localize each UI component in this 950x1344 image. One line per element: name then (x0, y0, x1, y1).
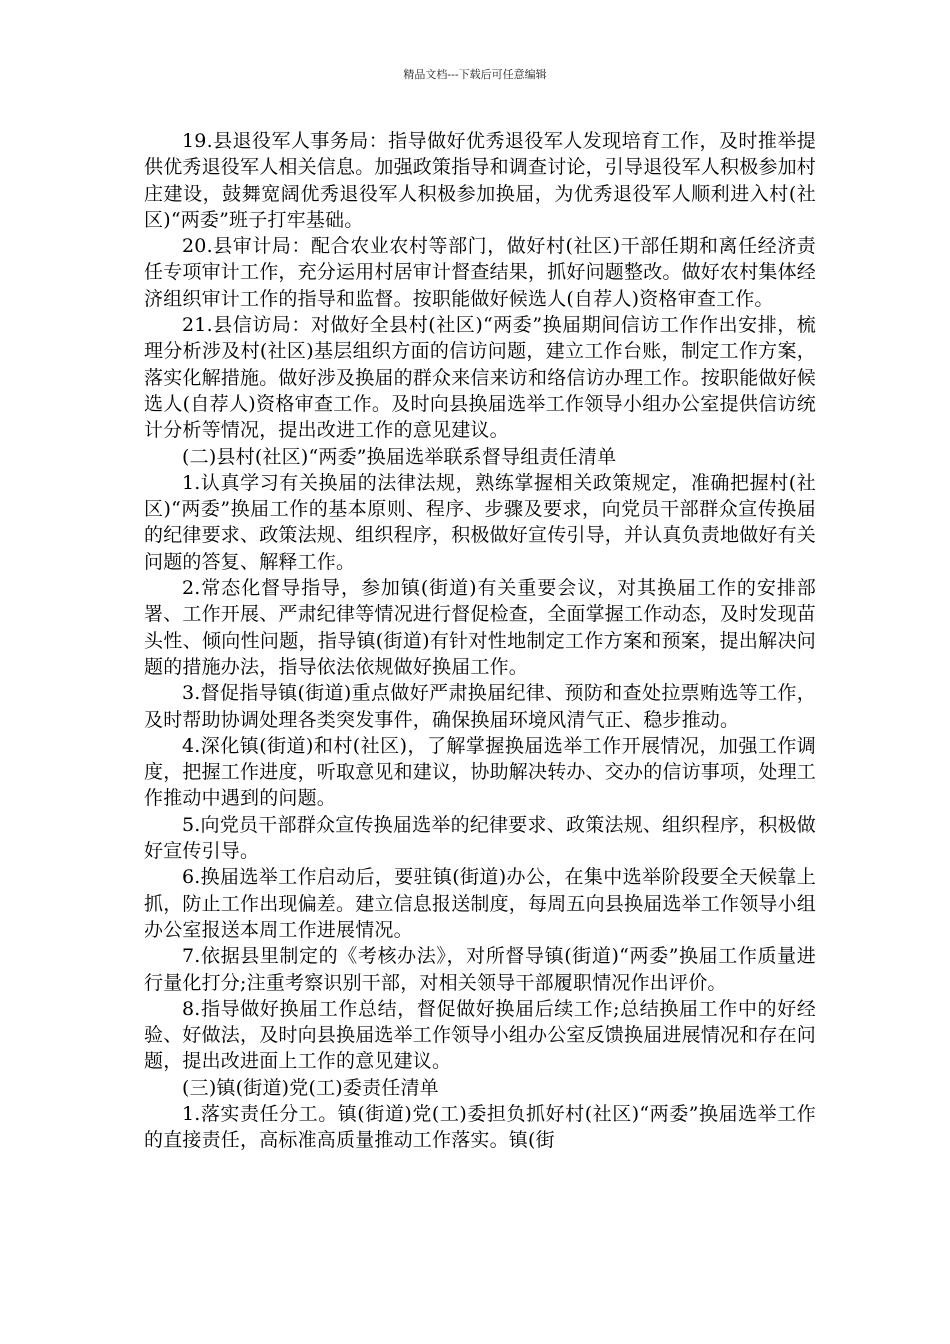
paragraph: 21.县信访局：对做好全县村(社区)“两委”换届期间信访工作作出安排，梳理分析涉及村(社区)基层组织方面的信访问题，建立工作台账，制定工作方案，落实化解措施。做好涉及换届的群众来信来访和络信访办理工作。按职能做好候选人(自荐人)资格审查工作。及时向县换届选举工作领导小组办公室提供信访统计分析等情况，提出改进工作的意见建议。 (144, 314, 817, 442)
paragraph: 1.认真学习有关换届的法律法规，熟练掌握相关政策规定，准确把握村(社区)“两委”换届工作的基本原则、程序、步骤及要求，向党员干部群众宣传换届的纪律要求、政策法规、组织程序，积极做好宣传引导，并认真负责地做好有关问题的答复、解释工作。 (144, 471, 817, 573)
page-header: 精品文档---下载后可任意编辑 (403, 68, 547, 81)
section-heading: (三)镇(街道)党(工)委责任清单 (182, 1076, 439, 1099)
paragraph: 5.向党员干部群众宣传换届选举的纪律要求、政策法规、组织程序，积极做好宣传引导。 (144, 813, 816, 863)
paragraph: 19.县退役军人事务局：指导做好优秀退役军人发现培育工作，及时推举提供优秀退役军人相关信息。加强政策指导和调查讨论，引导退役军人积极参加村庄建设，鼓舞宽阔优秀退役军人积极参加换届，为优秀退役军人顺利进入村(社区)“两委”班子打牢基础。 (144, 130, 817, 231)
section-heading: (二)县村(社区)“两委”换届选举联系督导组责任清单 (182, 445, 617, 468)
paragraph: 3.督促指导镇(街道)重点做好严肃换届纪律、预防和查处拉票贿选等工作，及时帮助协调处理各类突发事件，确保换届环境风清气正、稳步推动。 (144, 682, 816, 731)
paragraph: 7.依据县里制定的《考核办法》，对所督导镇(街道)“两委”换届工作质量进行量化打分;注重考察识别干部，对相关领导干部履职情况作出评价。 (144, 945, 816, 994)
paragraph: 6.换届选举工作启动后，要驻镇(街道)办公，在集中选举阶段要全天候靠上抓，防止工作出现偏差。建立信息报送制度，每周五向县换届选举工作领导小组办公室报送本周工作进展情况。 (144, 866, 817, 941)
paragraph: 20.县审计局：配合农业农村等部门，做好村(社区)干部任期和离任经济责任专项审计工作，充分运用村居审计督查结果，抓好问题整改。做好农村集体经济组织审计工作的指导和监督。按职能做好候选人(自荐人)资格审查工作。 (144, 235, 817, 310)
paragraph: 2.常态化督导指导，参加镇(街道)有关重要会议，对其换届工作的安排部署、工作开展、严肃纪律等情况进行督促检查，全面掌握工作动态，及时发现苗头性、倾向性问题，指导镇(街道)有针对性地制定工作方案和预案，提出解决问题的措施办法，指导依法依规做好换届工作。 (144, 577, 817, 678)
paragraph: 8.指导做好换届工作总结，督促做好换届后续工作;总结换届工作中的好经验、好做法，及时向县换届选举工作领导小组办公室反馈换届进展情况和存在问题，提出改进面上工作的意见建议。 (144, 997, 817, 1073)
paragraph: 1.落实责任分工。镇(街道)党(工)委担负抓好村(社区)“两委”换届选举工作的直接责任，高标准高质量推动工作落实。镇(街 (144, 1102, 816, 1152)
document-body (144, 128, 816, 1154)
paragraph: 4.深化镇(街道)和村(社区)，了解掌握换届选举工作开展情况，加强工作调度，把握工作进度，听取意见和建议，协助解决转办、交办的信访事项，处理工作推动中遇到的问题。 (144, 734, 817, 810)
